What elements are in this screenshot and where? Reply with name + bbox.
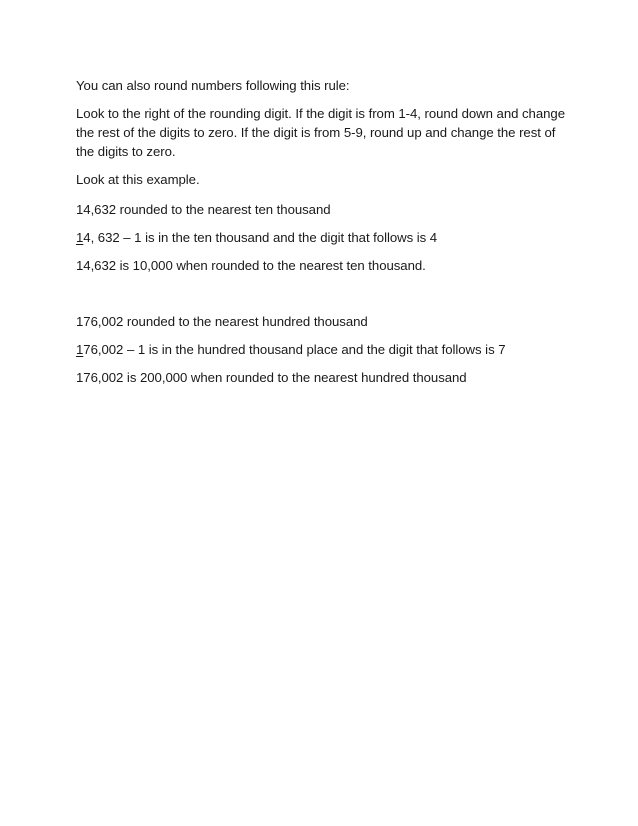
- example2-heading: 176,002 rounded to the nearest hundred thousand: [76, 314, 368, 329]
- example2-step-text: 76,002 – 1 is in the hundred thousand place and the digit that follows is 7: [83, 342, 506, 357]
- example-intro-text: Look at this example.: [76, 172, 200, 187]
- example1-rounding-digit: 1: [76, 230, 84, 245]
- example1-heading: 14,632 rounded to the nearest ten thousand: [76, 202, 331, 217]
- example1-step: [76, 228, 576, 247]
- example2-step: [76, 340, 576, 359]
- example2-rounding-digit: 1: [76, 342, 84, 357]
- example2-result: 176,002 is 200,000 when rounded to the nearest hundred thousand: [76, 370, 467, 385]
- intro-text: You can also round numbers following this rule:: [76, 78, 350, 93]
- example1-result: 14,632 is 10,000 when rounded to the nearest ten thousand.: [76, 258, 426, 273]
- example1-step-text: 4, 632 – 1 is in the ten thousand and the digit that follows is 4: [83, 230, 438, 245]
- rounding-rule-paragraph: Look to the right of the rounding digit. If the digit is from 1-4, round down and change the rest of the digits to zero. If the digit is from 5-9, round up and change the rest of the digits to zero.: [76, 106, 565, 159]
